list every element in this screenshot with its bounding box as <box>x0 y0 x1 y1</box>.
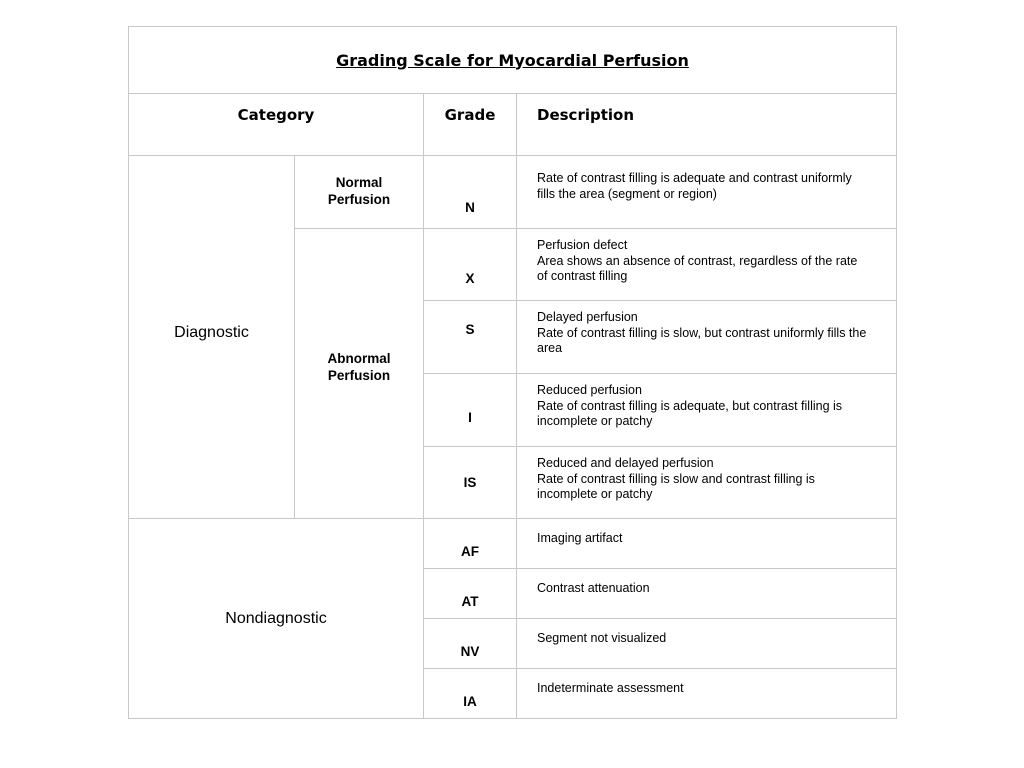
grade-cell: IA <box>424 669 517 719</box>
description-line: Area shows an absence of contrast, regardless of the rate <box>537 253 858 268</box>
description-cell <box>517 374 897 447</box>
description-line: incomplete or patchy <box>537 414 653 428</box>
subgroup-label-abnormal-perfusion <box>295 229 424 519</box>
description-line: Rate of contrast filling is slow, but contrast uniformly fills the <box>537 325 867 340</box>
description-cell <box>517 519 897 569</box>
description-line: Rate of contrast filling is slow and contrast filling is <box>537 471 815 486</box>
grading-scale-table <box>128 26 897 719</box>
description-line: Rate of contrast filling is adequate and contrast uniformly <box>537 171 852 185</box>
table-title-cell <box>129 27 897 94</box>
group-label-diagnostic: Diagnostic <box>129 156 295 519</box>
grade-cell: IS <box>424 447 517 519</box>
table-row <box>129 519 897 569</box>
group-label-nondiagnostic: Nondiagnostic <box>129 519 424 719</box>
description-cell <box>517 447 897 519</box>
description-line: of contrast filling <box>537 269 628 283</box>
description-line: incomplete or patchy <box>537 487 653 501</box>
subgroup-line: Perfusion <box>327 192 391 207</box>
grade-cell: S <box>424 301 517 374</box>
table-title: Grading Scale for Myocardial Perfusion <box>336 50 689 70</box>
description-cell <box>517 669 897 719</box>
header-row <box>129 94 897 156</box>
description-line: Perfusion defect <box>537 238 628 252</box>
description-cell <box>517 619 897 669</box>
description-line: Rate of contrast filling is adequate, but contrast filling is <box>537 398 843 413</box>
header-description: Description <box>517 94 897 156</box>
grade-cell: X <box>424 229 517 301</box>
subgroup-line: Perfusion <box>327 367 391 383</box>
description-line: Reduced perfusion <box>537 383 642 397</box>
grade-cell: AF <box>424 519 517 569</box>
description-line: Segment not visualized <box>537 631 667 645</box>
grade-cell: I <box>424 374 517 447</box>
grade-cell: NV <box>424 619 517 669</box>
description-cell <box>517 301 897 374</box>
grade-cell: AT <box>424 569 517 619</box>
description-line: Delayed perfusion <box>537 310 638 324</box>
description-line: fills the area (segment or region) <box>537 186 717 201</box>
header-category: Category <box>129 94 424 156</box>
header-grade: Grade <box>424 94 517 156</box>
description-cell <box>517 229 897 301</box>
description-line: area <box>537 341 563 355</box>
subgroup-label-normal-perfusion <box>295 156 424 229</box>
grade-cell: N <box>424 156 517 229</box>
title-row <box>129 27 897 94</box>
description-cell <box>517 156 897 229</box>
table-row <box>129 156 897 229</box>
description-line: Reduced and delayed perfusion <box>537 456 714 470</box>
subgroup-line: Abnormal <box>327 350 391 366</box>
description-cell <box>517 569 897 619</box>
description-line: Imaging artifact <box>537 531 623 545</box>
description-line: Contrast attenuation <box>537 581 650 595</box>
description-line: Indeterminate assessment <box>537 681 684 695</box>
subgroup-line: Normal <box>335 175 383 190</box>
